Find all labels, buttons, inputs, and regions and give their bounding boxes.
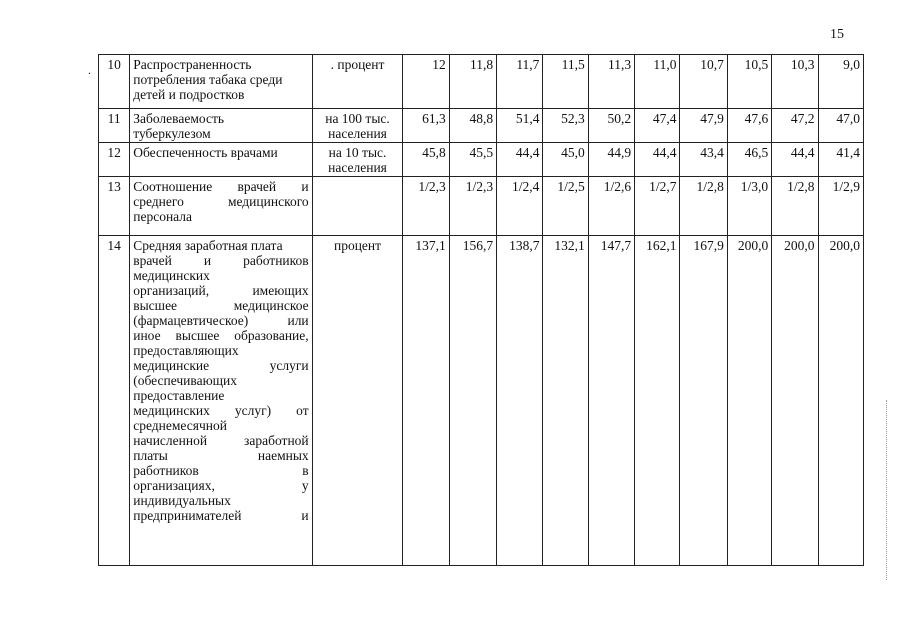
row-number: 12 [99,143,130,177]
indicator-name-line: индивидуальных [133,493,231,508]
indicator-name-line: предоставление [133,388,225,403]
value-cell: 147,7 [588,236,634,566]
unit-of-measure [312,236,403,566]
value-cell: 162,1 [635,236,680,566]
row-number: 10 [99,55,130,109]
indicator-name-line: среднего медицинского [133,194,309,209]
value-cell: 1/2,8 [772,177,818,236]
value-cell: 200,0 [772,236,818,566]
value-cell: 41,4 [818,143,863,177]
unit-of-measure [312,109,403,143]
value-cell: 48,8 [449,109,496,143]
indicator-name-line: предоставляющих [133,343,239,358]
unit-line: населения [328,160,387,175]
value-cell: 46,5 [727,143,771,177]
scan-margin-marks [886,400,891,580]
value-cell: 156,7 [449,236,496,566]
indicator-name-line: начисленной заработной [133,433,309,448]
unit-of-measure [312,55,403,109]
table-row [99,109,864,143]
value-cell: 47,9 [680,109,727,143]
value-cell: 11,0 [635,55,680,109]
unit-line: процент [333,238,382,253]
indicator-name-line: Соотношение врачей и [133,179,309,194]
unit-line: . процент [330,57,385,72]
value-cell: 10,5 [727,55,771,109]
indicator-name-line: медицинские услуги [133,358,309,373]
value-cell: 11,3 [588,55,634,109]
value-cell: 10,7 [680,55,727,109]
value-cell: 51,4 [497,109,543,143]
indicator-name-line: Средняя заработная плата [133,238,283,253]
unit-line: на 10 тыс. [328,145,387,160]
value-cell: 1/2,9 [818,177,863,236]
unit-line: на 100 тыс. [325,111,390,126]
row-number: 11 [99,109,130,143]
table-row [99,236,864,566]
value-cell: 44,4 [497,143,543,177]
margin-mark: . [88,63,91,77]
value-cell: 1/2,3 [449,177,496,236]
indicator-name [130,55,312,109]
value-cell: 44,9 [588,143,634,177]
value-cell: 1/2,4 [497,177,543,236]
value-cell: 10,3 [772,55,818,109]
value-cell: 45,5 [449,143,496,177]
indicator-name-line: персонала [133,209,193,224]
indicator-name-line: медицинских [133,268,210,283]
indicator-name [130,109,312,143]
indicator-name-line: туберкулезом [133,126,211,141]
value-cell: 1/2,7 [635,177,680,236]
value-cell: 1/2,6 [588,177,634,236]
indicator-name-line: организациях, у [133,478,309,493]
indicator-name-line: (обеспечивающих [133,373,238,388]
indicator-name-line: платы наемных [133,448,309,463]
value-cell: 45,8 [403,143,449,177]
value-cell: 1/2,3 [403,177,449,236]
value-cell: 47,4 [635,109,680,143]
indicator-name [130,143,312,177]
page-number: 15 [830,27,844,42]
indicator-name-line: детей и подростков [133,87,245,102]
value-cell: 44,4 [635,143,680,177]
value-cell: 47,0 [818,109,863,143]
value-cell: 11,5 [543,55,588,109]
table-row [99,177,864,236]
value-cell: 1/2,8 [680,177,727,236]
table-row [99,55,864,109]
value-cell: 137,1 [403,236,449,566]
value-cell: 1/2,5 [543,177,588,236]
indicator-name [130,177,312,236]
indicator-name-line: организаций, имеющих [133,283,309,298]
value-cell: 1/3,0 [727,177,771,236]
indicator-name-line: предпринимателей и [133,508,309,523]
value-cell: 167,9 [680,236,727,566]
value-cell: 200,0 [818,236,863,566]
indicator-name-line: высшее медицинское [133,298,309,313]
indicator-name-line: (фармацевтическое) или [133,313,309,328]
indicator-name-line: потребления табака среди [133,72,283,87]
row-number: 13 [99,177,130,236]
row-number: 14 [99,236,130,566]
unit-line: населения [328,126,387,141]
value-cell: 12 [403,55,449,109]
value-cell: 9,0 [818,55,863,109]
value-cell: 200,0 [727,236,771,566]
unit-of-measure [312,143,403,177]
table-row [99,143,864,177]
value-cell: 44,4 [772,143,818,177]
indicator-name-line: Распространенность [133,57,252,72]
value-cell: 45,0 [543,143,588,177]
value-cell: 11,7 [497,55,543,109]
indicator-name [130,236,312,566]
value-cell: 47,2 [772,109,818,143]
value-cell: 132,1 [543,236,588,566]
value-cell: 47,6 [727,109,771,143]
indicator-name-line: среднемесячной [133,418,227,433]
indicator-name-line: врачей и работников [133,253,309,268]
value-cell: 11,8 [449,55,496,109]
unit-of-measure [312,177,403,236]
indicator-name-line: Заболеваемость [133,111,225,126]
value-cell: 61,3 [403,109,449,143]
value-cell: 50,2 [588,109,634,143]
value-cell: 52,3 [543,109,588,143]
indicators-table [98,54,864,566]
indicator-name-line: иное высшее образование, [133,328,309,343]
indicator-name-line: медицинских услуг) от [133,403,309,418]
indicator-name-line: работников в [133,463,309,478]
value-cell: 43,4 [680,143,727,177]
value-cell: 138,7 [497,236,543,566]
indicator-name-line: Обеспеченность врачами [133,145,278,160]
